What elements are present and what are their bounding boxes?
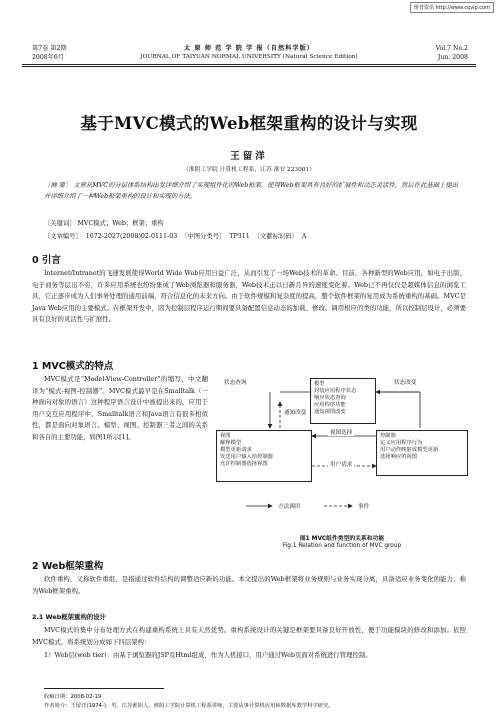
figure-caption-cn: 图1 MVC组件类型的关系和功能 <box>299 536 385 542</box>
subsection-2-1-text: MVC模式的集中分布处理方式在构建重构系统上具有天然优势。重构系统设计的关键是框架要具备良好开放性，便于功能模块的修改和添加。依照MVC模式，将系统划分成如下四层架构： <box>32 626 466 646</box>
label-user-request: 用户请求 <box>330 462 353 468</box>
section-1-text: MVC模式是“Model-View-Controller”的缩写，中文翻译为“模式-视图-控制器”。MVC模式最早是在Smalltalk（一种面向对象的语言）这种程序语言设计中被提出来的，应用于用户交互应用程序中。Smalltalk语言和Java语言有很多相似性，都是面向对象语言。模型、视图、控制器三者之间的关系和各自的主要功能，如图1所示[1]。 <box>32 375 208 441</box>
model-box: 模型 封装应用程序状态 响应状态查询 应用程序功能 通知视图改变 <box>310 378 376 424</box>
figure-caption-en: Fig.1 Relation and function of MVC group <box>282 543 402 549</box>
controller-box: 控制器 定义应用程序行为 用户动作映射成模型更新 选择响应的视图 <box>376 430 468 476</box>
footnote <box>44 693 334 710</box>
abstract: 〔摘 要〕 文章从MVC的分层体系结构出发详细介绍了实现组件化的Web框架，使得Web框架具有良好的扩展性和动态灵活性，然后在此基础上提出并详细介绍了一种Web框架重构的设计和实现的方法。 <box>44 182 458 201</box>
header-rule <box>22 64 476 65</box>
section-2-heading: 2 Web框架重构 <box>32 561 104 572</box>
affiliation: （淮阴工学院 计算机工程系，江苏 淮安 223001） <box>182 167 315 173</box>
received-date: 收稿日期：2008-02-19 <box>44 694 102 700</box>
header-rule-2 <box>22 66 476 67</box>
footnote-rule <box>44 688 164 689</box>
classification-line: 〔文章编号〕 1672-2027(2008)02-0111-03 〔中图分类号〕 TP311 〔文献标识码〕 A <box>44 233 307 240</box>
figure-mvc <box>216 378 468 528</box>
issue-info-en <box>436 44 468 62</box>
subsection-2-1-heading: 2.1 Web框架重构的设计 <box>32 613 107 621</box>
keywords: 〔关键词〕 MVC模式；Web；框架；重构 <box>44 220 164 227</box>
label-state-query: 状态查询 <box>224 380 247 386</box>
list-item-web-tier: 1）Web层(web tier)：由基于浏览器的JSP及Html组成，作为人机接口，用户通过Web页面对系统进行管理控制。 <box>44 651 372 659</box>
journal-name-en: JOURNAL OF TAIYUAN NORMAL UNIVERSITY (Natural Science Edition) <box>140 54 358 60</box>
label-notify-change: 通知改变 <box>284 410 307 416</box>
journal-name-cn: 太 原 师 范 学 院 学 报（自然科学版） <box>184 45 314 52</box>
label-state-change: 状态改变 <box>394 380 417 386</box>
paper-title: 基于MVC模式的Web框架重构的设计与实现 <box>80 114 418 133</box>
journal-name <box>0 44 498 62</box>
legend-method-call: 方法调用 <box>278 504 301 510</box>
section-2-text: 软件重构，又称软件重组，是指通过软件结构的调整适应新的功能。本文提出的Web框架将业务规则与业务实现分离，具备适应业务变化的能力，称为Web框架重构。 <box>32 575 466 595</box>
volume-en: Vol.7 No.2 <box>435 45 468 52</box>
watermark-stamp: 维普资讯 http://www.cqvip.com <box>410 2 494 13</box>
issue-date: 2008年6月 <box>32 54 65 61</box>
author-name: 王留洋 <box>230 151 268 162</box>
section-1-heading: 1 MVC模式的特点 <box>32 361 114 372</box>
date-en: Jun. 2008 <box>437 54 468 61</box>
label-view-select: 视图选择 <box>330 430 353 436</box>
section-0-heading: 0 引言 <box>32 255 61 266</box>
view-box: 视图 解释模型 模型更新请求 发送用户输入给控制器 允许控制器选择视图 <box>216 430 312 482</box>
author-bio: 作者简介：王留洋(1974-)，男，江苏淮阴人，淮阴工学院计算机工程系讲师，主要从事计算机应用和数据库教学科学研究。 <box>44 702 334 709</box>
section-0-text: Internet/Intranet的飞速发展使得World Wide Web应用日益广泛，从而引发了一场Web技术的革命。目前，各种新型的Web应用，如电子出版、电子商务等层出不穷，许多应用系统也纷纷集成了Web浏览器和服务器，Web技术正以日新月异的速度变化着。Web已不再仅仅是超媒体信息的浏览工具，它正逐步成为人们事务处理的通用前端，符合信息化的未来方向。由于软件规模和复杂度的提高，整个软件框架的复用成为系统重构的基础。MVC是Java Web应用的主要模式。在框架开发中，因为控制层程序运行期间要具备配置信息动态的加载、修改、调用相应的类的功能，所以控制层设计，必须要具有良好的灵活性与扩展性。 <box>32 269 466 324</box>
volume-issue: 第7卷 第2期 <box>32 45 67 52</box>
legend-event: 事件 <box>358 504 370 510</box>
